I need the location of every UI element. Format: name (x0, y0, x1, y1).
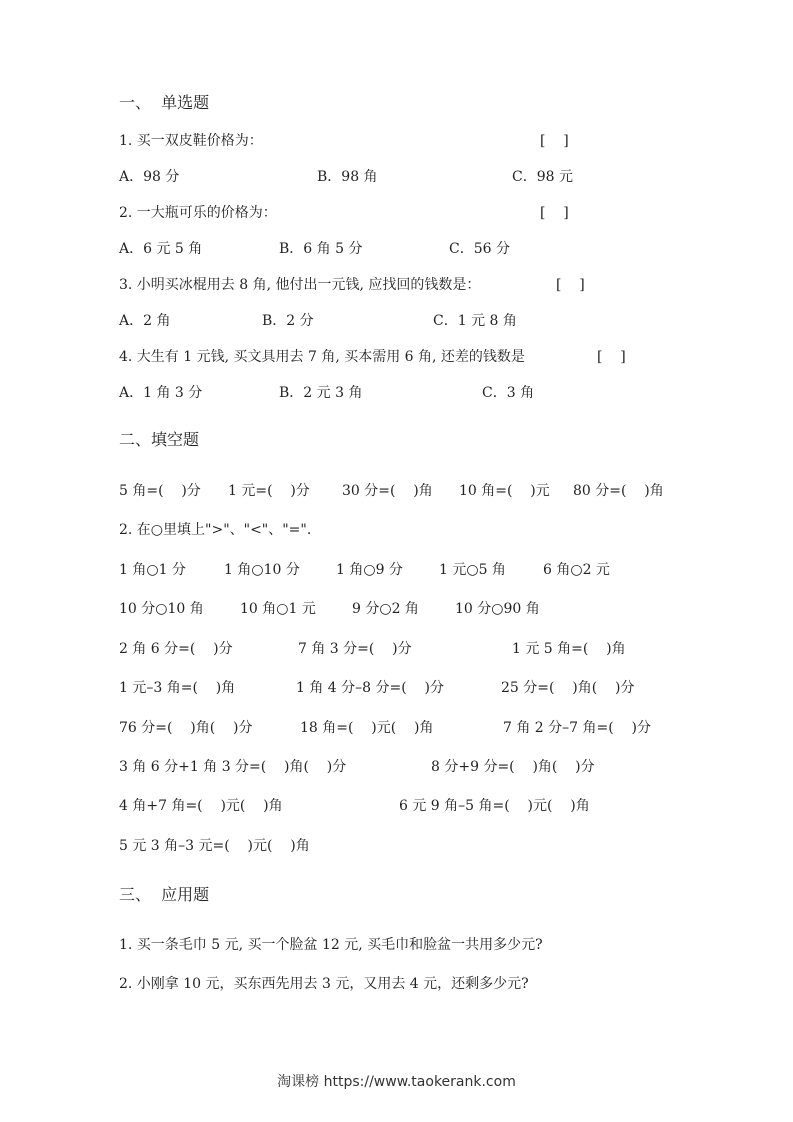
fill-item: 1 元–3 角=( )角 (119, 680, 236, 696)
q4-answer-bracket: [ ] (597, 349, 626, 365)
q4-text: 4. 大生有 1 元钱, 买文具用去 7 角, 买本需用 6 角, 还差的钱数是 (119, 349, 525, 365)
word-problem-2: 2. 小刚拿 10 元，买东西先用去 3 元，又用去 4 元，还剩多少元? (119, 976, 529, 992)
fill-item: 1 角 4 分–8 分=( )分 (296, 680, 444, 696)
compare-item: 10 分○90 角 (455, 601, 540, 617)
q3-text: 3. 小明买冰棍用去 8 角, 他付出一元钱, 应找回的钱数是： (119, 277, 481, 293)
fill-item: 18 角=( )元( )角 (300, 720, 434, 736)
fill-item: 30 分=( )角 (342, 483, 433, 499)
fill-item: 3 角 6 分+1 角 3 分=( )角( )分 (119, 759, 347, 775)
fill-item: 6 元 9 角–5 角=( )元( )角 (399, 798, 590, 814)
fill-item: 10 角=( )元 (459, 483, 550, 499)
q3-answer-bracket: [ ] (556, 277, 585, 293)
section1-title: 一、 单选题 (119, 93, 210, 112)
q2-option-c: C．56 分 (449, 241, 510, 257)
fill-item: 76 分=( )角( )分 (119, 720, 253, 736)
compare-instruction: 2. 在○里填上">"、"<"、"=". (119, 522, 312, 538)
q1-answer-bracket: [ ] (540, 133, 569, 149)
section3-title: 三、 应用题 (119, 885, 210, 904)
fill-item: 80 分=( )角 (573, 483, 664, 499)
q3-option-a: A．2 角 (119, 313, 171, 329)
word-problem-1: 1. 买一条毛巾 5 元, 买一个脸盆 12 元, 买毛巾和脸盆一共用多少元? (119, 937, 543, 953)
q2-option-b: B．6 角 5 分 (279, 241, 363, 257)
fill-item: 1 元 5 角=( )角 (512, 641, 626, 657)
fill-item: 7 角 2 分–7 角=( )分 (503, 720, 651, 736)
section2-title: 二、填空题 (119, 430, 200, 449)
q4-option-b: B．2 元 3 角 (279, 385, 363, 401)
q3-option-b: B．2 分 (262, 313, 314, 329)
q1-text: 1. 买一双皮鞋价格为： (119, 133, 263, 149)
compare-item: 1 角○1 分 (119, 562, 186, 578)
fill-item: 5 角=( )分 (119, 483, 201, 499)
compare-item: 10 分○10 角 (119, 601, 204, 617)
q3-option-c: C．1 元 8 角 (433, 313, 517, 329)
q2-option-a: A．6 元 5 角 (119, 241, 203, 257)
compare-item: 1 角○9 分 (336, 562, 403, 578)
fill-item: 5 元 3 角–3 元=( )元( )角 (119, 838, 310, 854)
compare-item: 6 角○2 元 (543, 562, 610, 578)
q2-text: 2. 一大瓶可乐的价格为： (119, 205, 277, 221)
fill-item: 1 元=( )分 (228, 483, 310, 499)
q1-option-b: B．98 角 (317, 169, 378, 185)
footer-watermark: 淘课榜 https://www.taokerank.com (277, 1074, 516, 1090)
q1-option-a: A．98 分 (119, 169, 180, 185)
compare-item: 1 元○5 角 (439, 562, 506, 578)
fill-item: 25 分=( )角( )分 (501, 680, 635, 696)
compare-item: 1 角○10 分 (224, 562, 300, 578)
q1-option-c: C．98 元 (512, 169, 573, 185)
q4-option-a: A．1 角 3 分 (119, 385, 203, 401)
q2-answer-bracket: [ ] (540, 205, 569, 221)
fill-item: 4 角+7 角=( )元( )角 (119, 798, 283, 814)
compare-item: 10 角○1 元 (240, 601, 316, 617)
compare-item: 9 分○2 角 (352, 601, 419, 617)
fill-item: 7 角 3 分=( )分 (298, 641, 412, 657)
fill-item: 8 分+9 分=( )角( )分 (431, 759, 595, 775)
q4-option-c: C．3 角 (482, 385, 535, 401)
fill-item: 2 角 6 分=( )分 (119, 641, 233, 657)
